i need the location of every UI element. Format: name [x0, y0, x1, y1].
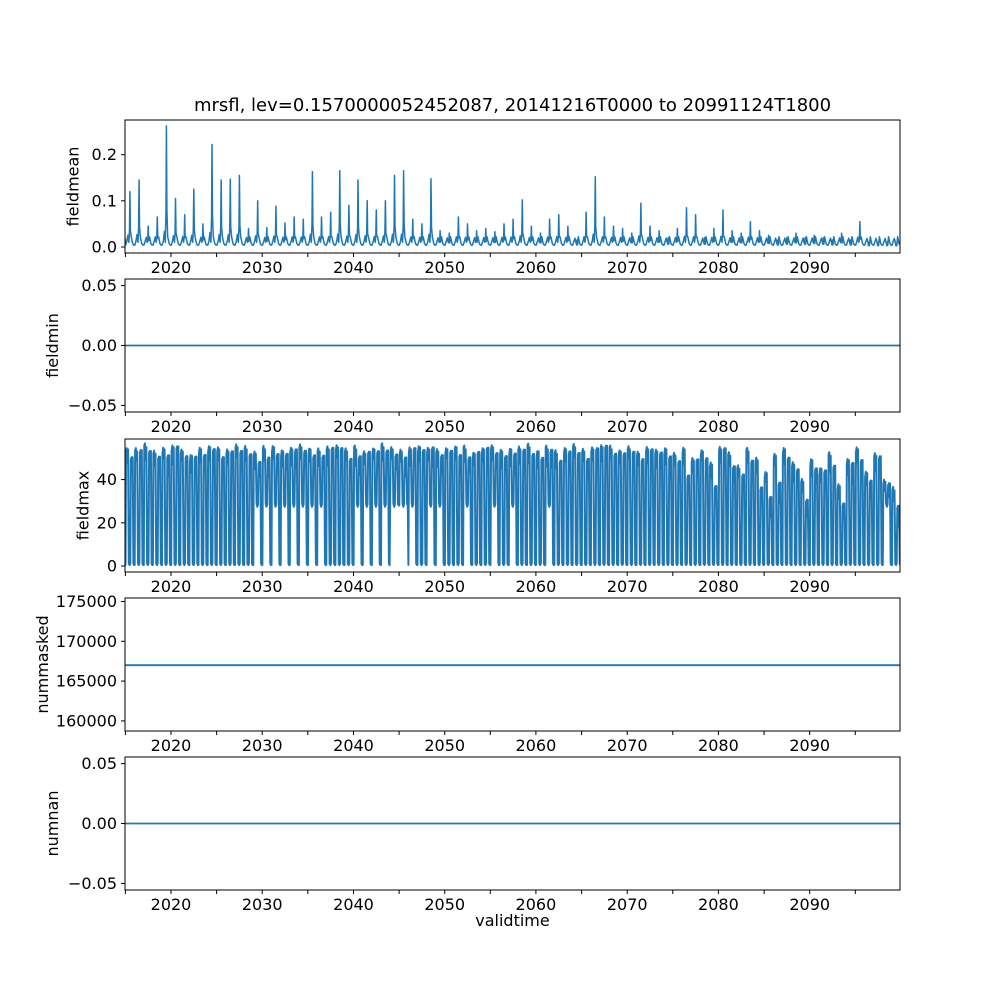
y-tick-label: 0.00: [81, 336, 117, 355]
x-tick-label: 2050: [424, 577, 466, 596]
y-tick-label: 170000: [55, 631, 117, 651]
x-tick-label: 2040: [333, 577, 374, 596]
x-tick-label: 2030: [241, 577, 283, 596]
x-tick-label: 2030: [241, 736, 283, 755]
x-axis-label: validtime: [475, 911, 550, 930]
nummasked-ylabel: nummasked: [32, 615, 52, 714]
y-tick-label: 0.2: [91, 145, 117, 165]
x-tick-label: 2060: [515, 895, 557, 914]
y-tick-label: 0.05: [81, 276, 117, 296]
x-tick-label: 2020: [150, 577, 192, 596]
y-tick-label: 175000: [55, 592, 117, 611]
x-tick-label: 2060: [515, 417, 557, 436]
x-tick-label: 2080: [698, 417, 739, 436]
y-tick-label: 0.00: [81, 814, 117, 833]
subplot-fieldmean: [63, 120, 900, 277]
x-tick-label: 2070: [606, 417, 648, 436]
fieldmax-ylabel: fieldmax: [73, 470, 93, 541]
x-tick-label: 2080: [698, 895, 739, 914]
x-tick-label: 2090: [789, 895, 831, 914]
y-tick-label: 20: [96, 513, 117, 533]
x-tick-label: 2050: [424, 895, 466, 914]
y-tick-label: 0.1: [91, 191, 117, 211]
y-tick-label: −0.05: [67, 873, 117, 893]
x-tick-label: 2070: [606, 577, 648, 596]
subplot-fieldmax: [73, 439, 900, 596]
numnan-ylabel: numnan: [43, 790, 62, 857]
y-tick-label: 0.0: [91, 237, 117, 257]
x-tick-label: 2060: [515, 577, 557, 596]
x-tick-label: 2070: [606, 736, 648, 755]
x-tick-label: 2070: [606, 258, 648, 277]
y-tick-label: 165000: [55, 671, 117, 691]
x-tick-label: 2090: [789, 417, 831, 436]
x-tick-label: 2060: [515, 258, 557, 277]
x-tick-label: 2030: [241, 417, 283, 436]
x-tick-label: 2080: [698, 736, 739, 755]
subplot-nummasked-canvas: [32, 592, 900, 755]
x-tick-label: 2080: [698, 258, 739, 277]
y-tick-label: 0.05: [81, 754, 117, 774]
fieldmean-ylabel: fieldmean: [63, 146, 83, 227]
x-tick-label: 2040: [333, 417, 374, 436]
y-tick-label: −0.05: [67, 395, 117, 415]
subplot-numnan: [43, 754, 900, 914]
fieldmax-series: [125, 443, 901, 565]
fieldmean-series: [125, 126, 900, 246]
subplot-fieldmean-canvas: [63, 120, 900, 277]
x-tick-label: 2030: [241, 895, 283, 914]
x-tick-label: 2040: [333, 736, 374, 755]
x-tick-label: 2030: [241, 258, 283, 277]
subplot-fieldmin: [43, 276, 900, 436]
x-tick-label: 2090: [789, 736, 831, 755]
x-tick-label: 2070: [606, 895, 648, 914]
subplot-nummasked: [32, 592, 900, 755]
y-tick-label: 0: [106, 556, 117, 576]
x-tick-label: 2080: [698, 577, 739, 596]
x-tick-label: 2020: [150, 895, 192, 914]
x-tick-label: 2090: [789, 258, 831, 277]
x-tick-label: 2020: [150, 736, 192, 755]
x-tick-label: 2050: [424, 736, 466, 755]
subplot-fieldmax-canvas: [73, 439, 900, 596]
fieldmin-ylabel: fieldmin: [43, 313, 62, 378]
x-tick-label: 2020: [150, 417, 192, 436]
x-tick-label: 2040: [333, 895, 374, 914]
x-tick-label: 2050: [424, 417, 466, 436]
x-tick-label: 2020: [150, 258, 192, 277]
x-tick-label: 2050: [424, 258, 466, 277]
subplot-numnan-canvas: [43, 754, 900, 914]
x-tick-label: 2090: [789, 577, 831, 596]
x-tick-label: 2060: [515, 736, 557, 755]
y-tick-label: 160000: [55, 711, 117, 731]
y-tick-label: 40: [96, 470, 117, 490]
subplot-fieldmin-canvas: [43, 276, 900, 436]
x-tick-label: 2040: [333, 258, 374, 277]
figure-title: mrsfl, lev=0.1570000052452087, 20141216T0000 to 20991124T1800: [193, 95, 832, 116]
